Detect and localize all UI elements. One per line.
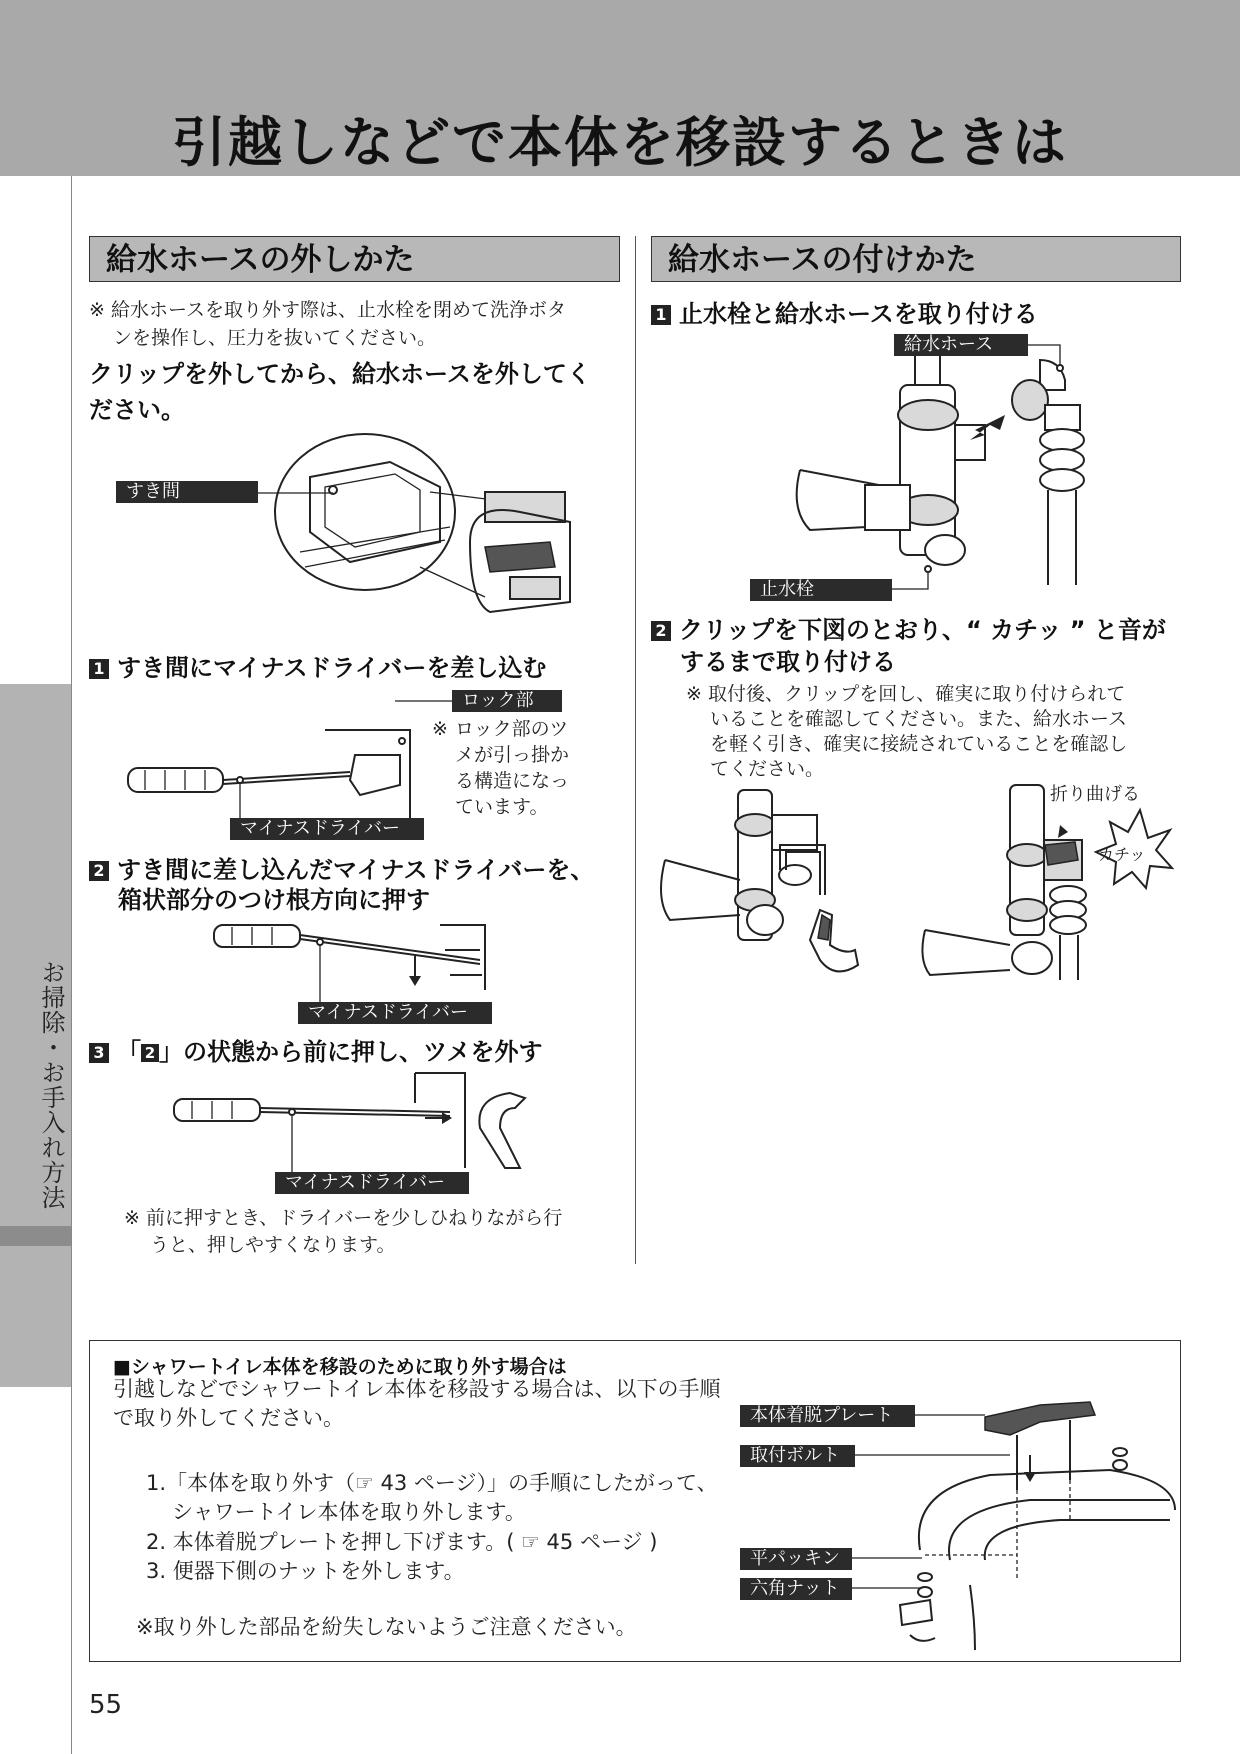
nut-label: 六角ナット xyxy=(740,1578,852,1600)
lock-note-mark: ※ xyxy=(432,718,448,740)
left-lead-line1: クリップを外してから、給水ホースを外してく xyxy=(89,360,591,388)
page-number: 55 xyxy=(89,1690,123,1720)
right-step1-text: 止水栓と給水ホースを取り付ける xyxy=(679,300,1038,328)
driver-leader-line-1 xyxy=(238,778,248,820)
right-step2-text-line2: するまで取り付ける xyxy=(680,648,896,676)
driver-leader-line-2 xyxy=(318,940,328,1004)
clip-overview-illustration xyxy=(270,432,610,632)
left-step3-number: 3 xyxy=(89,1043,109,1063)
valve-leader-line xyxy=(892,565,932,595)
page-title: 引越しなどで本体を移設するときは xyxy=(172,111,1068,174)
left-note-line2: ンを操作し、圧力を抜いてください。 xyxy=(113,327,437,349)
packing-leader-line xyxy=(852,1557,932,1567)
left-step3-note-line1: ※ 前に押すとき、ドライバーを少しひねりながら行 xyxy=(124,1207,563,1229)
column-divider xyxy=(635,236,636,1264)
bolt-label: 取付ボルト xyxy=(740,1445,855,1467)
lock-note-line4: ています。 xyxy=(455,796,549,818)
lock-note-line3: る構造になっ xyxy=(455,770,570,792)
clip-click-illustration xyxy=(920,780,1170,1000)
right-step2-text-line1: クリップを下図のとおり、“ カチッ ” と音が xyxy=(679,616,1166,644)
right-step1-title xyxy=(651,296,1038,332)
right-step2-note-line3: を軽く引き、確実に接続されていることを確認し xyxy=(710,733,1128,755)
click-label: カチッ xyxy=(1098,845,1146,864)
relocation-footnote: ※取り外した部品を紛失しないようご注意ください。 xyxy=(136,1615,637,1639)
left-step1-title xyxy=(89,650,546,686)
claw-release-illustration xyxy=(170,1068,540,1168)
left-step3-note-line2: うと、押しやすくなります。 xyxy=(150,1234,396,1256)
nut-leader-line xyxy=(852,1587,932,1597)
driver-label-2: マイナスドライバー xyxy=(298,1002,492,1024)
lock-note-line2: メが引っ掛か xyxy=(455,744,570,766)
left-section-heading: 給水ホースの外しかた xyxy=(89,236,620,282)
gap-leader-line xyxy=(258,492,338,502)
driver-insert-illustration xyxy=(120,700,420,830)
valve-hose-illustration xyxy=(790,340,1110,590)
plate-label: 本体着脱プレート xyxy=(740,1405,915,1427)
side-tab-label: お掃除・お手入れ方法 xyxy=(37,960,65,1210)
right-step2-number: 2 xyxy=(651,621,671,641)
bolt-leader-line xyxy=(855,1454,1015,1464)
gap-label: すき間 xyxy=(116,481,258,503)
right-step2-note-line2: いることを確認してください。また、給水ホース xyxy=(710,708,1128,730)
relocation-step2: 2. 本体着脱プレートを押し下げます。( ☞ 45 ページ ) xyxy=(146,1530,658,1554)
right-step2-note-line4: てください。 xyxy=(710,758,825,780)
left-step3-ref-number: 2 xyxy=(141,1044,159,1062)
side-tab-marker xyxy=(0,1226,71,1246)
left-step2-text-line2: 箱状部分のつけ根方向に押す xyxy=(118,886,430,914)
left-step3-text: 」の状態から前に押し、ツメを外す xyxy=(159,1038,543,1066)
packing-label: 平パッキン xyxy=(740,1548,852,1570)
driver-label-3: マイナスドライバー xyxy=(275,1172,469,1194)
left-step1-number: 1 xyxy=(89,659,109,679)
margin-rule xyxy=(71,176,72,1754)
relocation-step3: 3. 便器下側のナットを外します。 xyxy=(146,1559,465,1583)
driver-label-1: マイナスドライバー xyxy=(230,818,424,840)
hose-leader-line xyxy=(1028,344,1068,374)
left-lead-line2: ださい。 xyxy=(89,396,185,424)
left-step2-text-line1: すき間に差し込んだマイナスドライバーを、 xyxy=(117,856,595,884)
right-section-heading: 給水ホースの付けかた xyxy=(651,236,1181,282)
driver-push-illustration xyxy=(210,920,500,1000)
lock-note-line1: ロック部のツ xyxy=(455,718,569,740)
hose-label: 給水ホース xyxy=(894,334,1028,356)
left-note-line1: ※ 給水ホースを取り外す際は、止水栓を閉めて洗浄ボタ xyxy=(89,299,567,321)
valve-label: 止水栓 xyxy=(750,579,892,601)
plate-leader-line xyxy=(915,1414,995,1424)
lock-leader-line xyxy=(390,700,460,710)
left-step3-title xyxy=(89,1034,543,1070)
lock-part-label: ロック部 xyxy=(452,690,562,712)
left-step2-number: 2 xyxy=(89,861,109,881)
relocation-step1-line2: シャワートイレ本体を取り外します。 xyxy=(172,1500,526,1524)
relocation-box-title: ■シャワートイレ本体を移設のために取り外す場合は xyxy=(113,1356,567,1378)
left-step3-open: 「 xyxy=(117,1038,141,1066)
clip-attach-illustration xyxy=(660,780,880,1000)
driver-leader-line-3 xyxy=(290,1110,300,1174)
left-step1-text: すき間にマイナスドライバーを差し込む xyxy=(117,654,547,682)
right-step1-number: 1 xyxy=(651,305,671,325)
bend-label: 折り曲げる xyxy=(1050,784,1140,805)
relocation-intro-line2: で取り外してください。 xyxy=(113,1406,344,1430)
right-step2-note-line1: ※ 取付後、クリップを回し、確実に取り付けられて xyxy=(686,683,1126,705)
relocation-step1-line1: 1.「本体を取り外す（☞ 43 ページ）」の手順にしたがって、 xyxy=(146,1471,718,1495)
relocation-intro-line1: 引越しなどでシャワートイレ本体を移設する場合は、以下の手順 xyxy=(113,1377,721,1401)
right-step2-title-line1 xyxy=(651,612,1166,648)
